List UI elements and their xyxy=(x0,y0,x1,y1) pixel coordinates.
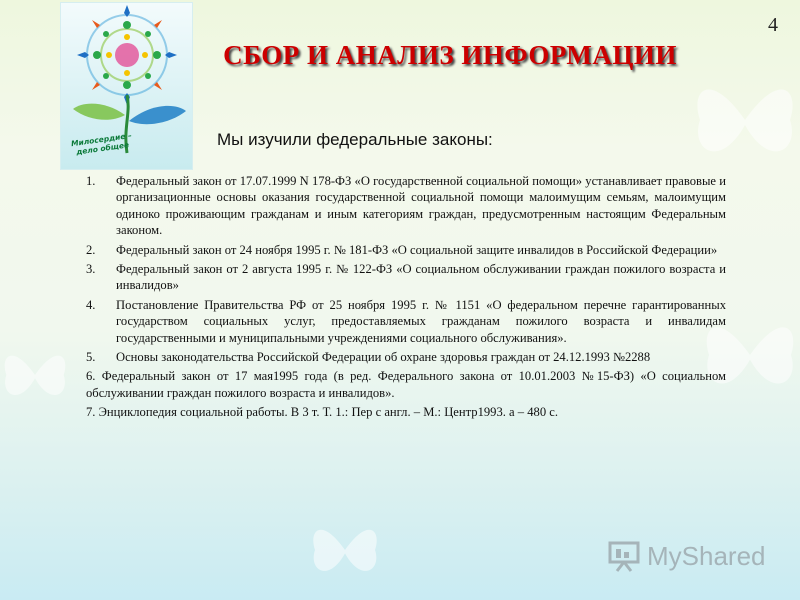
laws-list xyxy=(86,173,726,424)
list-item-number: 3. xyxy=(86,262,96,277)
butterfly-decoration xyxy=(0,330,70,420)
list-item-number: 4. xyxy=(86,297,96,312)
list-item-extra: 7. Энциклопедия социальной работы. В 3 т. Т. 1.: Пер с англ. – М.: Центр1993. а – 480 с. xyxy=(86,405,559,420)
list-item xyxy=(86,297,726,346)
butterfly-decoration xyxy=(300,510,390,590)
list-item-text: Федеральный закон от 24 ноября 1995 г. № 181-ФЗ «О социальной защите инвалидов в Российской Федерации» xyxy=(116,242,718,257)
presentation-board-icon xyxy=(607,539,641,573)
slide-number: 4 xyxy=(768,14,778,36)
watermark xyxy=(607,536,766,576)
watermark-text: MyShared xyxy=(647,540,766,571)
list-item xyxy=(86,242,726,258)
list-item-text: Постановление Правительства РФ от 25 ноября 1995 г. № 1151 «О федеральном перечне гарантированных государством социальных услуг, предоставляемых гражданам пожилого возраста и инвалидам государственными и муниципальными учреждениями социального обслуживания». xyxy=(116,297,726,345)
list-item-text: Федеральный закон от 17.07.1999 N 178-ФЗ «О государственной социальной помощи» устанавливает правовые и организационные основы оказания государственной социальной помощи малоимущим семьям, малоимущим одиноко проживающим гражданам и иным категориям граждан, предусмотренным настоящим Федеральным законом. xyxy=(116,174,726,238)
logo-caption: Милосердие – дело общее xyxy=(70,130,133,157)
slide-subtitle: Мы изучили федеральные законы: xyxy=(217,130,493,149)
list-item xyxy=(86,349,726,365)
logo xyxy=(60,2,193,170)
list-item-extra: 6. Федеральный закон от 17 мая1995 года (в ред. Федерального закона от 10.01.2003 №15-ФЗ) «О социальном обслуживании граждан пожилого возраста и инвалидов». xyxy=(86,369,726,400)
slide-title: СБОР И АНАЛИЗ ИНФОРМАЦИИ xyxy=(223,40,677,70)
list-item-number: 2. xyxy=(86,242,96,257)
list-item xyxy=(86,261,726,294)
list-item-text: Федеральный закон от 2 августа 1995 г. № 122-ФЗ «О социальном обслуживании граждан пожилого возраста и инвалидов» xyxy=(116,262,726,293)
list-item-number: 1. xyxy=(86,174,96,188)
list-item-number: 5. xyxy=(86,350,96,365)
list-item xyxy=(86,173,726,239)
butterfly-decoration xyxy=(690,60,800,180)
list-item-text: Основы законодательства Российской Федерации об охране здоровья граждан от 24.12.1993 №2288 xyxy=(116,350,651,365)
